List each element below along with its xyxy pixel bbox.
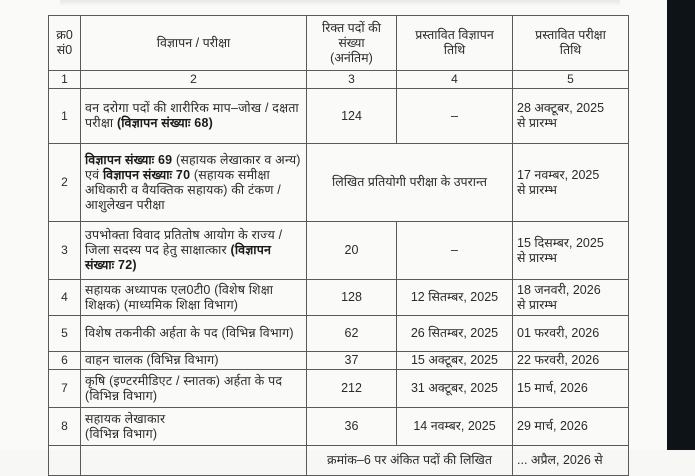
header-text: तिथि bbox=[559, 43, 582, 57]
exam-schedule-table bbox=[48, 15, 629, 476]
exam-description: वाहन चालक (विभिन्न विभाग) bbox=[81, 352, 307, 370]
exam-date-text: 28 अक्टूबर, 2025 bbox=[517, 101, 605, 115]
serial-no: 5 bbox=[49, 316, 81, 352]
table-row-partial bbox=[49, 446, 629, 476]
serial-no: 4 bbox=[49, 280, 81, 316]
exam-date: 15 मार्च, 2026 bbox=[513, 370, 629, 408]
description-text: सहायक लेखाकार bbox=[85, 411, 166, 426]
header-text: संख्या bbox=[338, 35, 365, 50]
exam-description bbox=[81, 222, 307, 280]
header-proposed-ad-date bbox=[397, 16, 513, 71]
serial-no: 7 bbox=[49, 370, 81, 408]
description-text: (सहायक लेखाकार व अन्य) एवं bbox=[85, 152, 301, 182]
header-text: प्रस्तावित परीक्षा bbox=[535, 28, 606, 42]
exam-date: 29 मार्च, 2026 bbox=[513, 408, 629, 446]
column-index: 3 bbox=[307, 71, 397, 89]
serial-no: 1 bbox=[49, 89, 81, 144]
exam-date-text: 15 दिसम्बर, 2025 bbox=[517, 235, 604, 250]
column-index: 4 bbox=[397, 71, 513, 89]
advertisement-number: (विज्ञापन संख्याः 68) bbox=[116, 116, 213, 130]
ad-date: 15 अक्टूबर, 2025 bbox=[397, 352, 513, 370]
table-row bbox=[49, 280, 629, 316]
vacancies: 212 bbox=[307, 370, 397, 408]
advertisement-number: (विज्ञापन संख्याः 72) bbox=[85, 243, 272, 272]
exam-description bbox=[81, 89, 307, 144]
exam-date-suffix: से प्रारम्भ bbox=[517, 297, 557, 312]
exam-date bbox=[513, 89, 629, 144]
exam-date-suffix: से प्रारम्भ bbox=[517, 116, 557, 130]
exam-description bbox=[81, 144, 307, 222]
table-row bbox=[49, 89, 629, 144]
serial-no: 8 bbox=[49, 408, 81, 446]
table-row bbox=[49, 352, 629, 370]
serial-no: 3 bbox=[49, 222, 81, 280]
merged-note: क्रमांक–6 पर अंकित पदों की लिखित bbox=[307, 446, 513, 476]
description-text: वन दरोगा पदों की शारीरिक माप–जोख / दक्षता परीक्षा bbox=[85, 101, 299, 130]
ad-date: 31 अक्टूबर, 2025 bbox=[397, 370, 513, 408]
exam-date-suffix: से प्रारम्भ bbox=[517, 250, 557, 265]
ad-date: 26 सितम्बर, 2025 bbox=[397, 316, 513, 352]
header-proposed-exam-date bbox=[513, 16, 629, 71]
exam-date: 22 फरवरी, 2026 bbox=[513, 352, 629, 370]
merged-note: लिखित प्रतियोगी परीक्षा के उपरान्त bbox=[307, 144, 513, 222]
header-text: विज्ञापन / परीक्षा bbox=[156, 35, 231, 50]
header-row bbox=[49, 16, 629, 71]
exam-description: कृषि (इण्टरमीडिएट / स्नातक) अर्हता के पद (विभिन्न विभाग) bbox=[81, 370, 307, 408]
column-index-row bbox=[49, 71, 629, 89]
ad-date: – bbox=[397, 222, 513, 280]
vacancies: 62 bbox=[307, 316, 397, 352]
header-text: रिक्त पदों की bbox=[322, 20, 381, 35]
exam-date: 01 फरवरी, 2026 bbox=[513, 316, 629, 352]
table-row bbox=[49, 222, 629, 280]
serial-no: 2 bbox=[49, 144, 81, 222]
advertisement-number: विज्ञापन संख्याः 70 bbox=[102, 167, 191, 182]
exam-date: ... अप्रैल, 2026 से bbox=[513, 446, 629, 476]
exam-description: विशेष तकनीकी अर्हता के पद (विभिन्न विभाग) bbox=[81, 316, 307, 352]
header-advertisement-exam bbox=[81, 16, 307, 71]
description-text: (सहायक समीक्षा अधिकारी व वैयक्तिक सहायक) की टंकण / आशुलेखन परीक्षा bbox=[85, 167, 281, 212]
vacancies: 36 bbox=[307, 408, 397, 446]
exam-date-suffix: से प्रारम्भ bbox=[517, 182, 557, 197]
header-vacancies bbox=[307, 16, 397, 71]
advertisement-number: विज्ञापन संख्याः 69 bbox=[85, 152, 173, 167]
ad-date: – bbox=[397, 89, 513, 144]
ad-date: 12 सितम्बर, 2025 bbox=[397, 280, 513, 316]
table-row bbox=[49, 370, 629, 408]
vacancies: 20 bbox=[307, 222, 397, 280]
description-text: उपभोक्ता विवाद प्रतितोष आयोग के राज्य / जिला सदस्य पद हेतु साक्षात्कार bbox=[85, 228, 283, 257]
description-text: (विभिन्न विभाग) bbox=[85, 426, 158, 441]
exam-description: सहायक अध्यापक एल0टी0 (विशेष शिक्षा शिक्षक) (माध्यमिक शिक्षा विभाग) bbox=[81, 280, 307, 316]
vacancies: 128 bbox=[307, 280, 397, 316]
exam-date-text: 18 जनवरी, 2026 bbox=[517, 282, 601, 297]
exam-date bbox=[513, 144, 629, 222]
header-text: तिथि bbox=[443, 43, 466, 57]
header-text: (अनंतिम) bbox=[330, 50, 373, 65]
vacancies: 124 bbox=[307, 89, 397, 144]
ad-date: 14 नवम्बर, 2025 bbox=[397, 408, 513, 446]
exam-date bbox=[513, 280, 629, 316]
page-top-edge bbox=[60, 0, 620, 6]
serial-no bbox=[49, 446, 81, 476]
column-index: 2 bbox=[81, 71, 307, 89]
header-text: प्रस्तावित विज्ञापन bbox=[415, 28, 494, 42]
column-index: 1 bbox=[49, 71, 81, 89]
header-text: क्र0 bbox=[56, 28, 73, 42]
table-row bbox=[49, 144, 629, 222]
exam-description bbox=[81, 446, 307, 476]
vacancies: 37 bbox=[307, 352, 397, 370]
exam-date-text: 17 नवम्बर, 2025 bbox=[517, 167, 600, 182]
column-index: 5 bbox=[513, 71, 629, 89]
exam-description bbox=[81, 408, 307, 446]
exam-date bbox=[513, 222, 629, 280]
table-row bbox=[49, 316, 629, 352]
dark-background-edge bbox=[667, 0, 695, 450]
table-row bbox=[49, 408, 629, 446]
serial-no: 6 bbox=[49, 352, 81, 370]
header-text: सं0 bbox=[56, 43, 73, 57]
header-serial-no bbox=[49, 16, 81, 71]
